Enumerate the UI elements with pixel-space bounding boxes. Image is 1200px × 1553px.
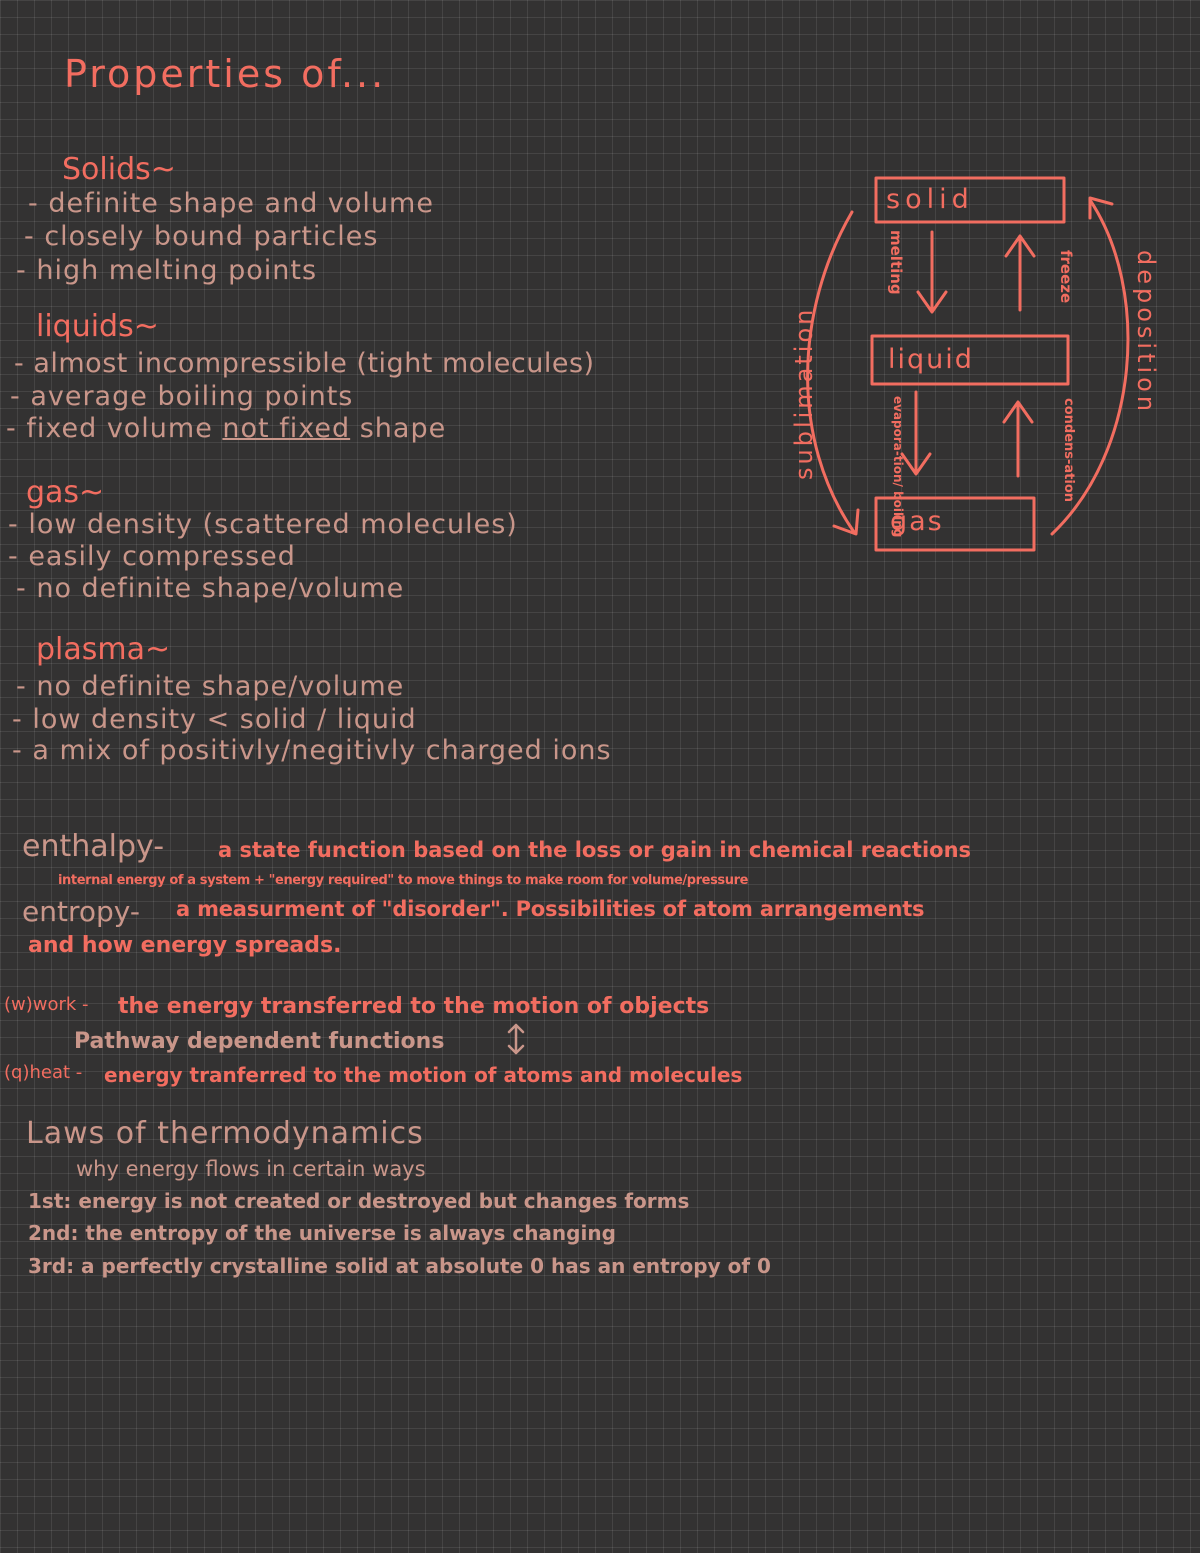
entropy-term: entropy-: [22, 895, 140, 928]
gas-item: - no definite shape/volume: [16, 573, 405, 604]
liquid-label: liquid: [888, 344, 974, 375]
liquids-item-underlined: not fixed: [222, 413, 351, 444]
work-term: (w)work -: [4, 994, 89, 1015]
law-item: 1st: energy is not created or destroyed but changes forms: [28, 1189, 690, 1213]
pathway-note: Pathway dependent functions: [74, 1029, 445, 1054]
law-item: 3rd: a perfectly crystalline solid at absolute 0 has an entropy of 0: [28, 1254, 771, 1278]
enthalpy-definition: a state function based on the loss or gain in chemical reactions: [218, 838, 972, 862]
gas-item: - easily compressed: [8, 541, 296, 572]
solids-item: - definite shape and volume: [28, 188, 434, 219]
plasma-item: - no definite shape/volume: [16, 671, 405, 702]
condensation-arrow: [1004, 402, 1032, 476]
plasma-item: - a mix of positivly/negitivly charged ions: [12, 735, 612, 766]
melting-arrow: [918, 232, 946, 312]
solids-item: - high melting points: [16, 255, 318, 286]
liquids-item-suffix: shape: [350, 413, 447, 444]
liquids-item: - average boiling points: [10, 381, 354, 412]
liquids-heading: liquids~: [36, 309, 159, 344]
liquids-item: [6, 415, 446, 442]
laws-heading: Laws of thermodynamics: [26, 1116, 424, 1151]
page-title: Properties of...: [64, 52, 387, 96]
solid-label: solid: [886, 184, 974, 215]
solids-heading: Solids~: [62, 152, 176, 187]
sublimation-label: sublimation: [790, 306, 818, 480]
freeze-label: freeze: [1057, 250, 1075, 304]
condensation-label: condens-ation: [1061, 398, 1076, 503]
enthalpy-note: internal energy of a system + "energy required" to move things to make room for volume/pressure: [58, 873, 749, 888]
plasma-heading: plasma~: [36, 632, 171, 667]
heat-definition: energy tranferred to the motion of atoms and molecules: [104, 1063, 743, 1087]
evaporation-label: evapora-tion/ boiling: [891, 396, 905, 538]
deposition-label: deposition: [1132, 250, 1160, 416]
solids-item: - closely bound particles: [24, 221, 379, 252]
work-definition: the energy transferred to the motion of objects: [118, 994, 710, 1019]
plasma-item: - low density < solid / liquid: [12, 704, 417, 735]
gas-item: - low density (scattered molecules): [8, 509, 518, 540]
law-item: 2nd: the entropy of the universe is always changing: [28, 1221, 616, 1245]
laws-subheading: why energy flows in certain ways: [76, 1157, 426, 1181]
gas-label: gas: [890, 506, 944, 537]
melting-label: melting: [887, 230, 905, 295]
enthalpy-term: enthalpy-: [22, 829, 165, 864]
gas-heading: gas~: [26, 475, 105, 510]
freeze-arrow: [1006, 236, 1034, 310]
entropy-definition-line2: and how energy spreads.: [28, 933, 342, 958]
heat-term: (q)heat -: [4, 1062, 83, 1083]
entropy-definition-line1: a measurment of "disorder". Possibilities of atom arrangements: [176, 897, 925, 921]
evaporation-arrow: [902, 392, 930, 474]
up-down-arrow-icon: [504, 1022, 528, 1056]
liquids-item: - almost incompressible (tight molecules): [14, 348, 595, 379]
liquids-item-prefix: - fixed volume: [6, 413, 223, 444]
